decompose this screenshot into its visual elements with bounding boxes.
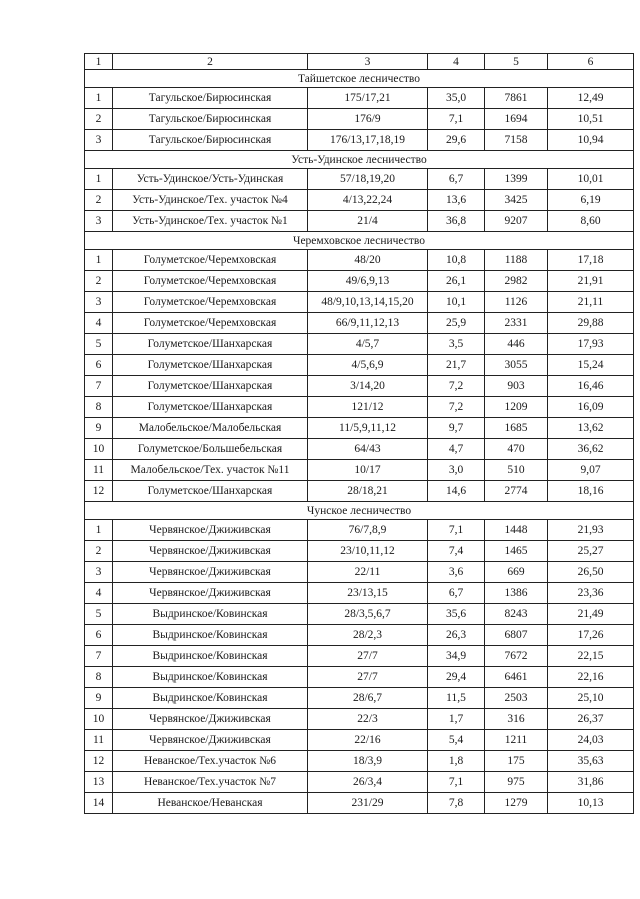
row-number: 6 [85,355,113,376]
ratio-value: 21,91 [548,271,634,292]
table-row [85,562,634,583]
row-number: 3 [85,211,113,232]
volume-value: 510 [485,460,548,481]
table-row [85,625,634,646]
volume-value: 470 [485,439,548,460]
ratio-value: 6,19 [548,190,634,211]
quarter-plot: 28/2,3 [308,625,428,646]
area-value: 26,1 [428,271,485,292]
ratio-value: 22,16 [548,667,634,688]
quarter-plot: 4/13,22,24 [308,190,428,211]
area-value: 29,6 [428,130,485,151]
volume-value: 9207 [485,211,548,232]
area-value: 7,4 [428,541,485,562]
district-name: Червянское/Джиживская [113,730,308,751]
volume-value: 1694 [485,109,548,130]
volume-value: 903 [485,376,548,397]
district-name: Голуметское/Черемховская [113,313,308,334]
table-row [85,334,634,355]
area-value: 10,8 [428,250,485,271]
district-name: Неванское/Тех.участок №6 [113,751,308,772]
area-value: 6,7 [428,169,485,190]
area-value: 9,7 [428,418,485,439]
district-name: Голуметское/Шанхарская [113,397,308,418]
area-value: 6,7 [428,583,485,604]
area-value: 7,1 [428,772,485,793]
area-value: 36,8 [428,211,485,232]
column-number-4: 4 [428,54,485,70]
volume-value: 1209 [485,397,548,418]
table-row [85,109,634,130]
area-value: 3,5 [428,334,485,355]
column-number-3: 3 [308,54,428,70]
district-name: Голуметское/Черемховская [113,271,308,292]
district-name: Голуметское/Большебельская [113,439,308,460]
volume-value: 1685 [485,418,548,439]
ratio-value: 23,36 [548,583,634,604]
ratio-value: 22,15 [548,646,634,667]
volume-value: 1399 [485,169,548,190]
district-name: Червянское/Джиживская [113,562,308,583]
table-body [85,54,634,814]
quarter-plot: 28/3,5,6,7 [308,604,428,625]
ratio-value: 15,24 [548,355,634,376]
table-row [85,541,634,562]
ratio-value: 25,10 [548,688,634,709]
table-row [85,667,634,688]
area-value: 4,7 [428,439,485,460]
table-row [85,397,634,418]
quarter-plot: 121/12 [308,397,428,418]
quarter-plot: 4/5,6,9 [308,355,428,376]
district-name: Голуметское/Шанхарская [113,376,308,397]
row-number: 2 [85,541,113,562]
ratio-value: 17,26 [548,625,634,646]
table-row [85,250,634,271]
section-title: Усть-Удинское лесничество [85,151,634,169]
forestry-table [84,53,634,814]
district-name: Голуметское/Шанхарская [113,481,308,502]
table-row [85,583,634,604]
table-row [85,376,634,397]
area-value: 13,6 [428,190,485,211]
quarter-plot: 26/3,4 [308,772,428,793]
area-value: 11,5 [428,688,485,709]
ratio-value: 26,37 [548,709,634,730]
quarter-plot: 28/6,7 [308,688,428,709]
ratio-value: 8,60 [548,211,634,232]
section-header-row [85,70,634,88]
ratio-value: 17,18 [548,250,634,271]
row-number: 2 [85,190,113,211]
volume-value: 8243 [485,604,548,625]
quarter-plot: 57/18,19,20 [308,169,428,190]
row-number: 1 [85,88,113,109]
volume-value: 7861 [485,88,548,109]
table-row [85,709,634,730]
table-row [85,646,634,667]
table-row [85,130,634,151]
ratio-value: 12,49 [548,88,634,109]
volume-value: 669 [485,562,548,583]
quarter-plot: 231/29 [308,793,428,814]
district-name: Неванское/Тех.участок №7 [113,772,308,793]
volume-value: 175 [485,751,548,772]
row-number: 14 [85,793,113,814]
row-number: 1 [85,250,113,271]
ratio-value: 10,51 [548,109,634,130]
ratio-value: 26,50 [548,562,634,583]
district-name: Усть-Удинское/Тех. участок №4 [113,190,308,211]
district-name: Выдринское/Ковинская [113,688,308,709]
ratio-value: 25,27 [548,541,634,562]
quarter-plot: 23/10,11,12 [308,541,428,562]
row-number: 10 [85,709,113,730]
volume-value: 1279 [485,793,548,814]
area-value: 3,0 [428,460,485,481]
row-number: 8 [85,397,113,418]
volume-value: 3425 [485,190,548,211]
quarter-plot: 11/5,9,11,12 [308,418,428,439]
quarter-plot: 175/17,21 [308,88,428,109]
table-row [85,211,634,232]
ratio-value: 24,03 [548,730,634,751]
table-row [85,481,634,502]
area-value: 7,1 [428,109,485,130]
volume-value: 1465 [485,541,548,562]
district-name: Тагульское/Бирюсинская [113,109,308,130]
area-value: 3,6 [428,562,485,583]
row-number: 12 [85,481,113,502]
ratio-value: 21,11 [548,292,634,313]
ratio-value: 10,01 [548,169,634,190]
row-number: 3 [85,562,113,583]
ratio-value: 35,63 [548,751,634,772]
column-number-5: 5 [485,54,548,70]
area-value: 5,4 [428,730,485,751]
quarter-plot: 49/6,9,13 [308,271,428,292]
district-name: Червянское/Джиживская [113,541,308,562]
volume-value: 7672 [485,646,548,667]
area-value: 14,6 [428,481,485,502]
quarter-plot: 4/5,7 [308,334,428,355]
volume-value: 3055 [485,355,548,376]
area-value: 35,0 [428,88,485,109]
ratio-value: 36,62 [548,439,634,460]
table-row [85,418,634,439]
area-value: 26,3 [428,625,485,646]
row-number: 9 [85,418,113,439]
table-row [85,88,634,109]
table-row [85,751,634,772]
quarter-plot: 176/9 [308,109,428,130]
ratio-value: 10,94 [548,130,634,151]
district-name: Неванское/Неванская [113,793,308,814]
row-number: 13 [85,772,113,793]
volume-value: 1448 [485,520,548,541]
district-name: Выдринское/Ковинская [113,604,308,625]
district-name: Тагульское/Бирюсинская [113,130,308,151]
district-name: Выдринское/Ковинская [113,646,308,667]
district-name: Усть-Удинское/Тех. участок №1 [113,211,308,232]
quarter-plot: 3/14,20 [308,376,428,397]
row-number: 1 [85,169,113,190]
column-number-1: 1 [85,54,113,70]
quarter-plot: 22/16 [308,730,428,751]
area-value: 7,1 [428,520,485,541]
section-header-row [85,151,634,169]
ratio-value: 17,93 [548,334,634,355]
row-number: 11 [85,460,113,481]
district-name: Выдринское/Ковинская [113,625,308,646]
row-number: 10 [85,439,113,460]
row-number: 4 [85,583,113,604]
row-number: 3 [85,292,113,313]
ratio-value: 10,13 [548,793,634,814]
district-name: Выдринское/Ковинская [113,667,308,688]
area-value: 7,2 [428,397,485,418]
row-number: 3 [85,130,113,151]
ratio-value: 21,49 [548,604,634,625]
table-row [85,460,634,481]
section-title: Чунское лесничество [85,502,634,520]
volume-value: 446 [485,334,548,355]
quarter-plot: 66/9,11,12,13 [308,313,428,334]
table-row [85,772,634,793]
volume-value: 1386 [485,583,548,604]
row-number: 7 [85,646,113,667]
quarter-plot: 10/17 [308,460,428,481]
table-row [85,604,634,625]
area-value: 25,9 [428,313,485,334]
row-number: 12 [85,751,113,772]
area-value: 35,6 [428,604,485,625]
area-value: 1,7 [428,709,485,730]
table-row [85,439,634,460]
row-number: 4 [85,313,113,334]
table-row [85,355,634,376]
quarter-plot: 48/20 [308,250,428,271]
row-number: 6 [85,625,113,646]
quarter-plot: 76/7,8,9 [308,520,428,541]
area-value: 1,8 [428,751,485,772]
row-number: 7 [85,376,113,397]
volume-value: 316 [485,709,548,730]
column-number-6: 6 [548,54,634,70]
district-name: Червянское/Джиживская [113,520,308,541]
row-number: 2 [85,271,113,292]
quarter-plot: 18/3,9 [308,751,428,772]
volume-value: 1126 [485,292,548,313]
column-number-2: 2 [113,54,308,70]
table-row [85,313,634,334]
quarter-plot: 64/43 [308,439,428,460]
area-value: 7,2 [428,376,485,397]
ratio-value: 13,62 [548,418,634,439]
area-value: 21,7 [428,355,485,376]
area-value: 34,9 [428,646,485,667]
section-header-row [85,502,634,520]
area-value: 10,1 [428,292,485,313]
section-header-row [85,232,634,250]
table-row [85,190,634,211]
row-number: 8 [85,667,113,688]
quarter-plot: 28/18,21 [308,481,428,502]
ratio-value: 18,16 [548,481,634,502]
row-number: 5 [85,334,113,355]
district-name: Червянское/Джиживская [113,709,308,730]
ratio-value: 29,88 [548,313,634,334]
quarter-plot: 176/13,17,18,19 [308,130,428,151]
column-number-row [85,54,634,70]
quarter-plot: 27/7 [308,646,428,667]
row-number: 11 [85,730,113,751]
quarter-plot: 27/7 [308,667,428,688]
district-name: Малобельское/Малобельская [113,418,308,439]
table-row [85,169,634,190]
quarter-plot: 22/3 [308,709,428,730]
ratio-value: 21,93 [548,520,634,541]
table-row [85,271,634,292]
ratio-value: 31,86 [548,772,634,793]
quarter-plot: 23/13,15 [308,583,428,604]
table-row [85,688,634,709]
row-number: 5 [85,604,113,625]
district-name: Голуметское/Шанхарская [113,355,308,376]
district-name: Тагульское/Бирюсинская [113,88,308,109]
table-row [85,793,634,814]
table-row [85,292,634,313]
area-value: 29,4 [428,667,485,688]
section-title: Тайшетское лесничество [85,70,634,88]
section-title: Черемховское лесничество [85,232,634,250]
volume-value: 6461 [485,667,548,688]
ratio-value: 16,46 [548,376,634,397]
district-name: Голуметское/Черемховская [113,250,308,271]
table-row [85,730,634,751]
area-value: 7,8 [428,793,485,814]
district-name: Усть-Удинское/Усть-Удинская [113,169,308,190]
row-number: 9 [85,688,113,709]
quarter-plot: 48/9,10,13,14,15,20 [308,292,428,313]
ratio-value: 9,07 [548,460,634,481]
volume-value: 2982 [485,271,548,292]
volume-value: 6807 [485,625,548,646]
quarter-plot: 21/4 [308,211,428,232]
volume-value: 1188 [485,250,548,271]
volume-value: 975 [485,772,548,793]
district-name: Малобельское/Тех. участок №11 [113,460,308,481]
volume-value: 2503 [485,688,548,709]
ratio-value: 16,09 [548,397,634,418]
row-number: 1 [85,520,113,541]
row-number: 2 [85,109,113,130]
volume-value: 7158 [485,130,548,151]
district-name: Голуметское/Шанхарская [113,334,308,355]
table-row [85,520,634,541]
volume-value: 2331 [485,313,548,334]
quarter-plot: 22/11 [308,562,428,583]
district-name: Голуметское/Черемховская [113,292,308,313]
volume-value: 2774 [485,481,548,502]
volume-value: 1211 [485,730,548,751]
district-name: Червянское/Джиживская [113,583,308,604]
